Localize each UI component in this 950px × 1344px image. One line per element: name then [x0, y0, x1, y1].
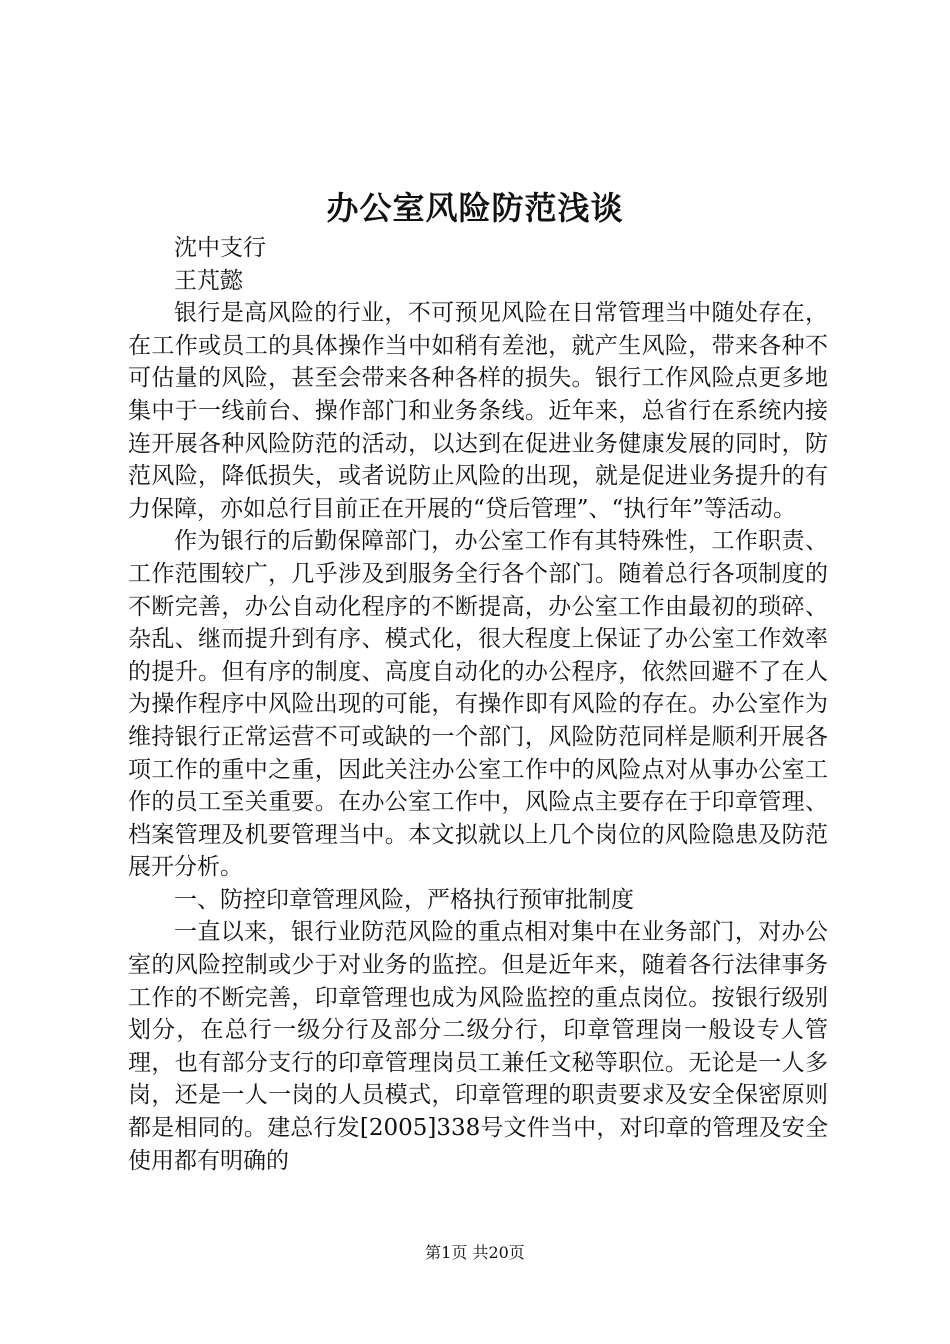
branch-name: 沈中支行	[174, 235, 266, 261]
section-heading: 一、防控印章管理风险，严格执行预审批制度	[174, 886, 634, 913]
document-title: 办公室风险防范浅谈	[326, 189, 624, 227]
paragraph-seal-management: 一直以来，银行业防范风险的重点相对集中在业务部门，对办公室的风险控制或少于对业务的监控。但是近年来，随着各行法律事务工作的不断完善，印章管理也成为风险监控的重点岗位。按银行级别划分，在总行一级分行及部分二级分行，印章管理岗一般设专人管理，也有部分支行的印章管理岗员工兼任文秘等职位。无论是一人多岗，还是一人一岗的人员模式，印章管理的职责要求及安全保密原则都是相同的。建总行发[2005]338号文件当中，对印章的管理及安全使用都有明确的	[128, 919, 828, 1174]
page-footer: 第1页 共20页	[425, 1243, 525, 1262]
paragraph-intro: 银行是高风险的行业，不可预见风险在日常管理当中随处存在，在工作或员工的具体操作当中如稍有差池，就产生风险，带来各种不可估量的风险，甚至会带来各种各样的损失。银行工作风险点更多地集中于一线前台、操作部门和业务条线。近年来，总省行在系统内接连开展各种风险防范的活动，以达到在促进业务健康发展的同时，防范风险，降低损失，或者说防止风险的出现，就是促进业务提升的有力保障，亦如总行目前正在开展的“贷后管理”、“执行年”等活动。	[128, 300, 828, 522]
author-name: 王芃懿	[174, 267, 243, 294]
paragraph-office-role: 作为银行的后勤保障部门，办公室工作有其特殊性，工作职责、工作范围较广，几乎涉及到服务全行各个部门。随着总行各项制度的不断完善，办公自动化程序的不断提高，办公室工作由最初的琐碎、杂乱、继而提升到有序、模式化，很大程度上保证了办公室工作效率的提升。但有序的制度、高度自动化的办公程序，依然回避不了在人为操作程序中风险出现的可能，有操作即有风险的存在。办公室作为维持银行正常运营不可或缺的一个部门，风险防范同样是顺利开展各项工作的重中之重，因此关注办公室工作中的风险点对从事办公室工作的员工至关重要。在办公室工作中，风险点主要存在于印章管理、档案管理及机要管理当中。本文拟就以上几个岗位的风险隐患及防范展开分析。	[128, 528, 828, 881]
document-body	[128, 232, 828, 1177]
